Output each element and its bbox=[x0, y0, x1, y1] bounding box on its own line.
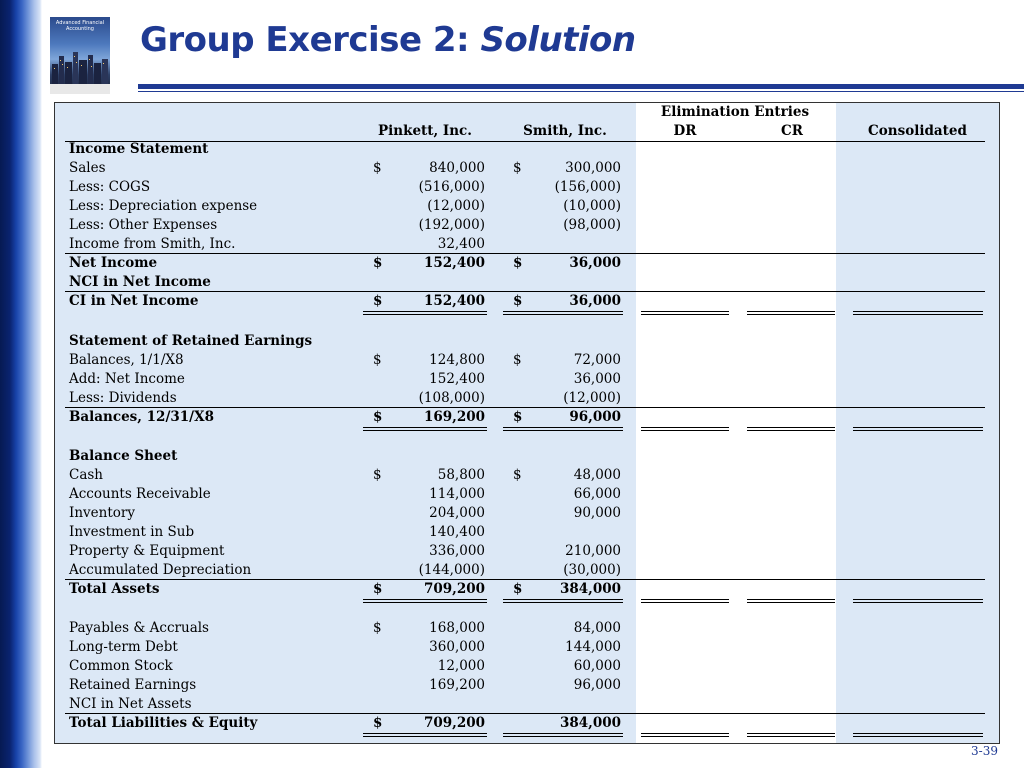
pinkett-value: 709,200 bbox=[423, 715, 485, 731]
col-header-consolidated: Consolidated bbox=[868, 123, 967, 139]
col-header-cr: CR bbox=[781, 123, 803, 139]
total-double-underline bbox=[641, 599, 729, 603]
total-double-underline bbox=[853, 733, 983, 737]
pinkett-value: 58,800 bbox=[437, 467, 485, 483]
smith-value: (30,000) bbox=[563, 562, 621, 578]
row-label: Income Statement bbox=[69, 141, 209, 157]
subtotal-rule bbox=[65, 713, 985, 714]
left-accent-bar bbox=[0, 0, 42, 768]
pinkett-dollar-sign: $ bbox=[373, 581, 383, 597]
smith-dollar-sign: $ bbox=[513, 293, 523, 309]
smith-value: 384,000 bbox=[559, 715, 621, 731]
title-underline-thin bbox=[138, 91, 1024, 92]
pinkett-value: 169,200 bbox=[429, 677, 485, 693]
row-label: Income from Smith, Inc. bbox=[69, 236, 236, 252]
pinkett-value: 336,000 bbox=[429, 543, 485, 559]
total-double-underline bbox=[503, 599, 623, 603]
row-label: Add: Net Income bbox=[69, 371, 185, 387]
total-double-underline bbox=[853, 599, 983, 603]
page-number: 3-39 bbox=[971, 744, 998, 758]
total-double-underline bbox=[363, 733, 487, 737]
row-label: Cash bbox=[69, 467, 104, 483]
row-label: Balances, 1/1/X8 bbox=[69, 352, 184, 368]
smith-value: 144,000 bbox=[565, 639, 621, 655]
row-label: CI in Net Income bbox=[69, 293, 199, 309]
total-double-underline bbox=[747, 427, 835, 431]
pinkett-dollar-sign: $ bbox=[373, 620, 382, 636]
pinkett-value: (144,000) bbox=[418, 562, 485, 578]
total-double-underline bbox=[503, 427, 623, 431]
subtotal-rule bbox=[65, 579, 985, 580]
row-label: Less: Other Expenses bbox=[69, 217, 218, 233]
col-header-dr: DR bbox=[673, 123, 697, 139]
pinkett-value: 124,800 bbox=[429, 352, 485, 368]
total-double-underline bbox=[853, 427, 983, 431]
row-label: Less: COGS bbox=[69, 179, 151, 195]
row-label: Net Income bbox=[69, 255, 158, 271]
smith-dollar-sign: $ bbox=[513, 255, 523, 271]
row-label: Balances, 12/31/X8 bbox=[69, 409, 214, 425]
smith-value: 36,000 bbox=[573, 371, 621, 387]
pinkett-value: (192,000) bbox=[418, 217, 485, 233]
smith-dollar-sign: $ bbox=[513, 352, 522, 368]
title-underline bbox=[138, 84, 1024, 89]
subtotal-rule bbox=[65, 253, 985, 254]
total-double-underline bbox=[503, 311, 623, 315]
row-label: Less: Dividends bbox=[69, 390, 177, 406]
total-double-underline bbox=[641, 733, 729, 737]
smith-dollar-sign: $ bbox=[513, 467, 522, 483]
pinkett-value: 152,400 bbox=[423, 293, 485, 309]
elimination-entries-header: Elimination Entries bbox=[660, 104, 810, 120]
pinkett-value: 152,400 bbox=[423, 255, 485, 271]
total-double-underline bbox=[503, 733, 623, 737]
total-double-underline bbox=[641, 311, 729, 315]
pinkett-dollar-sign: $ bbox=[373, 293, 383, 309]
pinkett-value: 169,200 bbox=[423, 409, 485, 425]
total-double-underline bbox=[853, 311, 983, 315]
title-main: Group Exercise 2: bbox=[140, 20, 481, 60]
total-double-underline bbox=[363, 599, 487, 603]
pinkett-value: 114,000 bbox=[429, 486, 485, 502]
total-double-underline bbox=[363, 311, 487, 315]
row-label: Accumulated Depreciation bbox=[69, 562, 252, 578]
smith-value: (156,000) bbox=[554, 179, 621, 195]
row-label: Accounts Receivable bbox=[69, 486, 211, 502]
pinkett-value: (108,000) bbox=[418, 390, 485, 406]
pinkett-value: 840,000 bbox=[429, 160, 485, 176]
row-label: Less: Depreciation expense bbox=[69, 198, 258, 214]
pinkett-value: 168,000 bbox=[429, 620, 485, 636]
pinkett-dollar-sign: $ bbox=[373, 352, 382, 368]
total-double-underline bbox=[641, 427, 729, 431]
pinkett-value: (516,000) bbox=[418, 179, 485, 195]
row-label: NCI in Net Assets bbox=[69, 696, 192, 712]
pinkett-dollar-sign: $ bbox=[373, 467, 382, 483]
subtotal-rule bbox=[65, 407, 985, 408]
smith-value: 84,000 bbox=[573, 620, 621, 636]
row-label: Balance Sheet bbox=[69, 448, 178, 464]
total-double-underline bbox=[747, 311, 835, 315]
smith-value: (10,000) bbox=[563, 198, 621, 214]
smith-value: (12,000) bbox=[563, 390, 621, 406]
row-label: Common Stock bbox=[69, 658, 173, 674]
row-label: Inventory bbox=[69, 505, 135, 521]
smith-value: 96,000 bbox=[569, 409, 621, 425]
smith-value: 384,000 bbox=[559, 581, 621, 597]
textbook-cover-thumbnail bbox=[50, 17, 110, 94]
pinkett-value: (12,000) bbox=[427, 198, 485, 214]
pinkett-value: 360,000 bbox=[429, 639, 485, 655]
pinkett-dollar-sign: $ bbox=[373, 255, 383, 271]
row-label: Total Assets bbox=[69, 581, 160, 597]
pinkett-value: 12,000 bbox=[437, 658, 485, 674]
smith-value: (98,000) bbox=[563, 217, 621, 233]
smith-value: 66,000 bbox=[573, 486, 621, 502]
pinkett-value: 709,200 bbox=[423, 581, 485, 597]
row-label: Sales bbox=[69, 160, 106, 176]
row-label: Total Liabilities & Equity bbox=[69, 715, 258, 731]
col-header-pinkett: Pinkett, Inc. bbox=[378, 123, 472, 139]
smith-value: 36,000 bbox=[569, 293, 621, 309]
pinkett-value: 32,400 bbox=[437, 236, 485, 252]
elimination-columns-background bbox=[636, 103, 836, 743]
total-double-underline bbox=[363, 427, 487, 431]
smith-value: 36,000 bbox=[569, 255, 621, 271]
smith-value: 90,000 bbox=[573, 505, 621, 521]
cover-title: Advanced Financial Accounting bbox=[55, 20, 105, 32]
col-header-smith: Smith, Inc. bbox=[523, 123, 607, 139]
smith-value: 300,000 bbox=[565, 160, 621, 176]
consolidation-worksheet bbox=[54, 102, 1000, 744]
total-double-underline bbox=[747, 599, 835, 603]
slide-title bbox=[140, 20, 636, 60]
pinkett-value: 204,000 bbox=[429, 505, 485, 521]
pinkett-dollar-sign: $ bbox=[373, 409, 383, 425]
smith-dollar-sign: $ bbox=[513, 409, 523, 425]
city-skyline-image bbox=[50, 50, 110, 84]
pinkett-dollar-sign: $ bbox=[373, 160, 382, 176]
pinkett-value: 152,400 bbox=[429, 371, 485, 387]
row-label: NCI in Net Income bbox=[69, 274, 211, 290]
total-double-underline bbox=[747, 733, 835, 737]
smith-value: 60,000 bbox=[573, 658, 621, 674]
smith-value: 48,000 bbox=[573, 467, 621, 483]
row-label: Statement of Retained Earnings bbox=[69, 333, 313, 349]
row-label: Retained Earnings bbox=[69, 677, 197, 693]
smith-dollar-sign: $ bbox=[513, 160, 522, 176]
smith-value: 72,000 bbox=[573, 352, 621, 368]
row-label: Payables & Accruals bbox=[69, 620, 209, 636]
row-label: Long-term Debt bbox=[69, 639, 178, 655]
smith-dollar-sign: $ bbox=[513, 581, 523, 597]
title-italic: Solution bbox=[480, 20, 636, 60]
smith-value: 96,000 bbox=[573, 677, 621, 693]
smith-value: 210,000 bbox=[565, 543, 621, 559]
cover-author-band bbox=[50, 84, 110, 94]
row-label: Property & Equipment bbox=[69, 543, 225, 559]
pinkett-dollar-sign: $ bbox=[373, 715, 383, 731]
subtotal-rule bbox=[65, 291, 985, 292]
row-label: Investment in Sub bbox=[69, 524, 195, 540]
pinkett-value: 140,400 bbox=[429, 524, 485, 540]
